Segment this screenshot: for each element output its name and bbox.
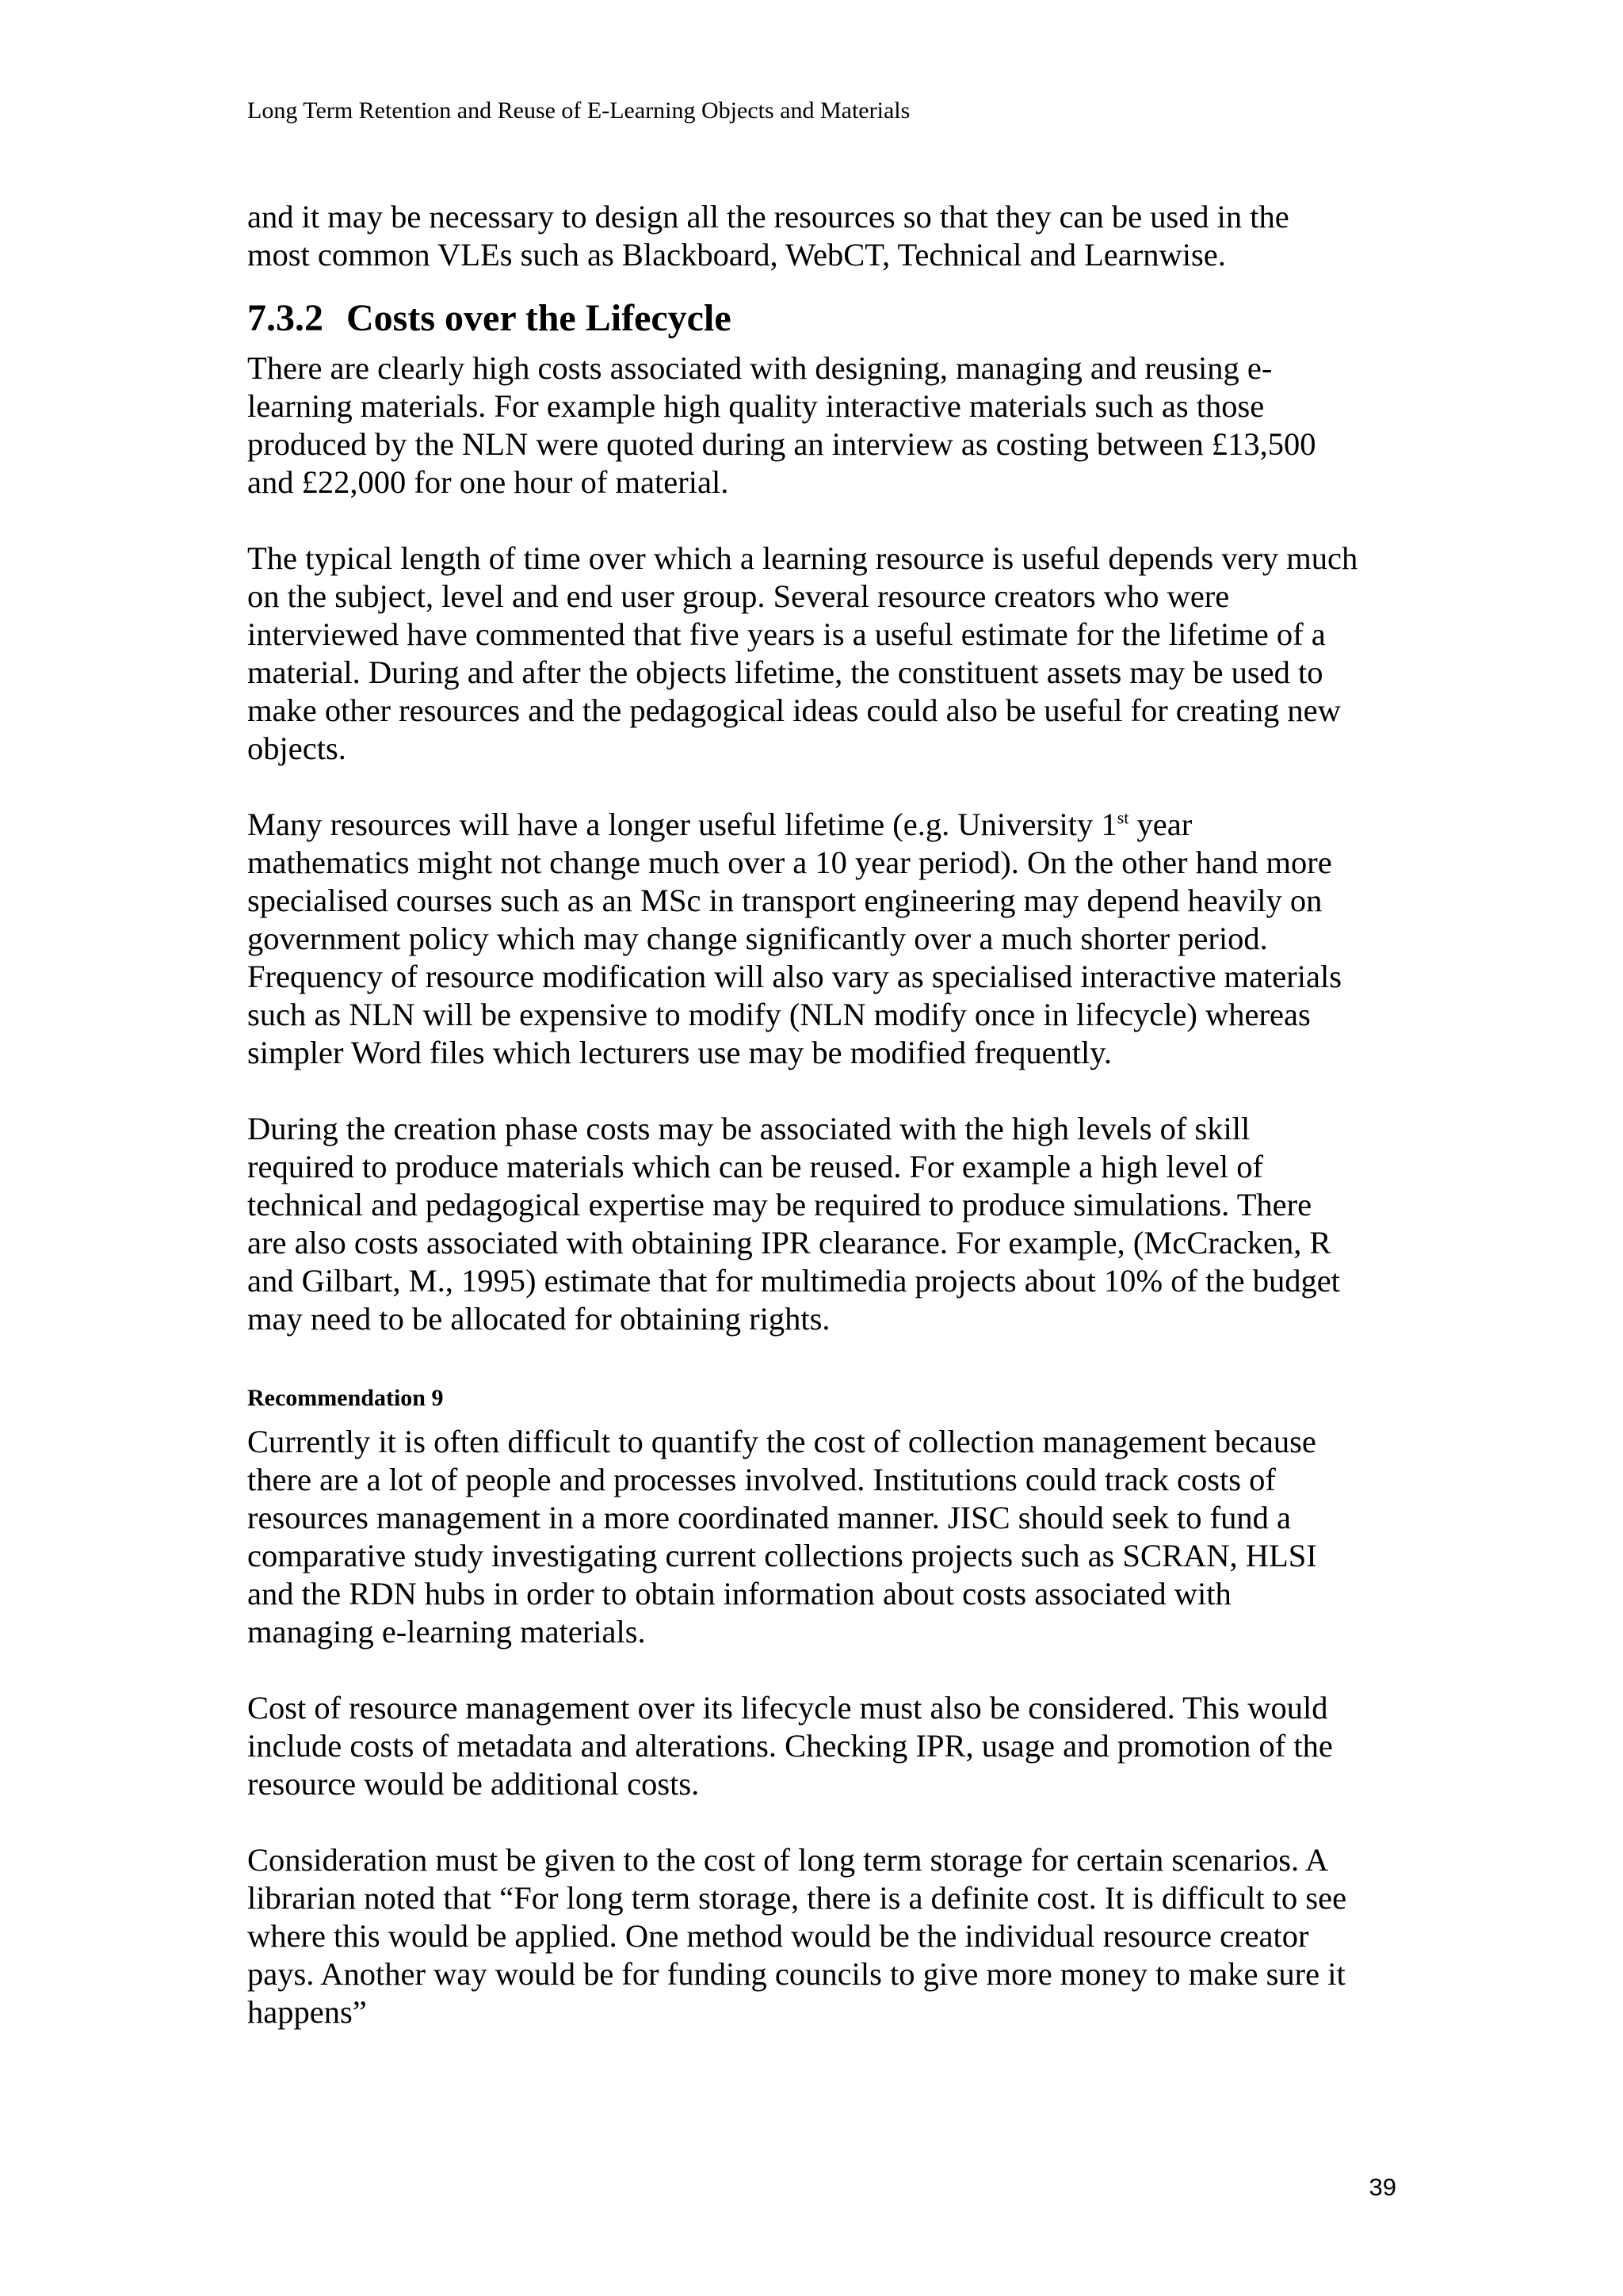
text-line: During the creation phase costs may be associated with the high levels of skill — [247, 1111, 1251, 1146]
paragraph-creation-phase — [247, 1110, 1396, 1338]
text-line: government policy which may change significantly over a much shorter period. — [247, 921, 1268, 956]
text-line: produced by the NLN were quoted during an interview as costing between £13,500 — [247, 426, 1316, 462]
text-line: Consideration must be given to the cost of long term storage for certain scenarios. A — [247, 1842, 1329, 1878]
text-line: most common VLEs such as Blackboard, WebCT, Technical and Learnwise. — [247, 237, 1226, 273]
recommendation-label: Recommendation 9 — [247, 1385, 444, 1411]
text-line: make other resources and the pedagogical ideas could also be useful for creating new — [247, 692, 1341, 728]
text-line: objects. — [247, 730, 346, 766]
text-line: and the RDN hubs in order to obtain information about costs associated with — [247, 1576, 1232, 1611]
text-line: there are a lot of people and processes involved. Institutions could track costs of — [247, 1462, 1276, 1497]
paragraph-costs-intro — [247, 349, 1396, 502]
text-fragment: Many resources will have a longer useful lifetime (e.g. University 1 — [247, 807, 1117, 842]
text-line: specialised courses such as an MSc in transport engineering may depend heavily on — [247, 883, 1323, 918]
text-line: technical and pedagogical expertise may be required to produce simulations. There — [247, 1187, 1312, 1222]
text-line: and £22,000 for one hour of material. — [247, 464, 729, 500]
paragraph-management-cost — [247, 1689, 1396, 1803]
text-line: required to produce materials which can be reused. For example a high level of — [247, 1149, 1264, 1184]
text-line: are also costs associated with obtaining IPR clearance. For example, (McCracken, R — [247, 1225, 1331, 1261]
text-line: Cost of resource management over its lifecycle must also be considered. This would — [247, 1690, 1328, 1726]
text-line: Frequency of resource modification will also vary as specialised interactive materials — [247, 959, 1342, 994]
body-text — [247, 198, 1396, 2031]
text-line: managing e-learning materials. — [247, 1614, 646, 1650]
text-line: on the subject, level and end user group. Several resource creators who were — [247, 578, 1230, 614]
text-line: interviewed have commented that five years is a useful estimate for the lifetime of a — [247, 616, 1326, 652]
text-line: material. During and after the objects lifetime, the constituent assets may be used to — [247, 654, 1323, 690]
intro-paragraph — [247, 198, 1396, 274]
paragraph-longer-lifetime — [247, 806, 1396, 1072]
text-line: include costs of metadata and alterations. Checking IPR, usage and promotion of the — [247, 1728, 1333, 1764]
text-line: pays. Another way would be for funding councils to give more money to make sure it — [247, 1956, 1346, 1992]
text-line: happens” — [247, 1994, 367, 2030]
text-line: There are clearly high costs associated with designing, managing and reusing e- — [247, 350, 1273, 386]
text-line: mathematics might not change much over a 10 year period). On the other hand more — [247, 845, 1332, 880]
text-line: The typical length of time over which a learning resource is useful depends very much — [247, 540, 1358, 576]
text-fragment: year — [1128, 807, 1193, 842]
text-line: librarian noted that “For long term storage, there is a definite cost. It is difficult to see — [247, 1880, 1347, 1916]
text-line: comparative study investigating current collections projects such as SCRAN, HLSI — [247, 1538, 1317, 1573]
paragraph-lifetime — [247, 540, 1396, 768]
section-title: Costs over the Lifecycle — [346, 297, 731, 339]
section-number: 7.3.2 — [247, 297, 323, 339]
text-line: learning materials. For example high quality interactive materials such as those — [247, 388, 1265, 424]
text-line: may need to be allocated for obtaining rights. — [247, 1301, 831, 1337]
running-header: Long Term Retention and Reuse of E-Learning Objects and Materials — [247, 97, 911, 124]
text-line: Currently it is often difficult to quantify the cost of collection management because — [247, 1424, 1316, 1459]
paragraph-recommendation — [247, 1423, 1396, 1651]
text-line: where this would be applied. One method would be the individual resource creator — [247, 1918, 1309, 1954]
page-number: 39 — [1369, 2173, 1396, 2201]
superscript: st — [1117, 807, 1129, 828]
paragraph-storage-cost — [247, 1841, 1396, 2031]
section-heading — [247, 296, 1396, 341]
text-line: resources management in a more coordinated manner. JISC should seek to fund a — [247, 1500, 1292, 1535]
text-line: such as NLN will be expensive to modify (NLN modify once in lifecycle) whereas — [247, 997, 1311, 1032]
text-line: resource would be additional costs. — [247, 1766, 700, 1802]
text-line: and it may be necessary to design all the resources so that they can be used in the — [247, 199, 1289, 235]
text-line: simpler Word files which lecturers use may be modified frequently. — [247, 1035, 1113, 1070]
text-line — [247, 806, 1396, 844]
text-line: and Gilbart, M., 1995) estimate that for multimedia projects about 10% of the budget — [247, 1263, 1340, 1299]
